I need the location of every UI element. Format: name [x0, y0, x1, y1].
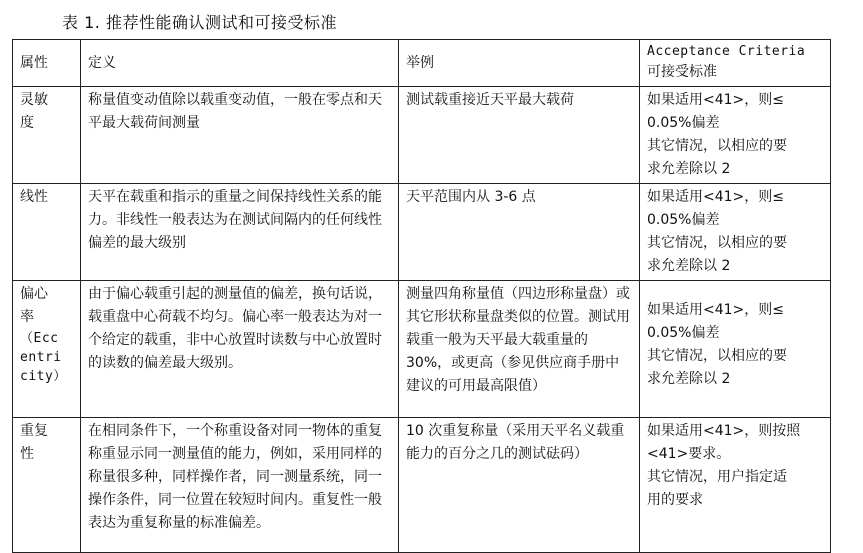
attribute-line: 重复: [20, 423, 48, 439]
acceptance-line: 其它情况，用户指定适: [647, 469, 787, 485]
acceptance-line: 如果适用<41>，则≤: [647, 302, 785, 318]
definition-cell: 天平在载重和指示的重量之间保持线性关系的能力。非线性一般表达为在测试间隔内的任何线性偏差的最大级别: [81, 184, 399, 281]
attribute-cell: [13, 87, 81, 184]
acceptance-line: 0.05%偏差: [647, 115, 720, 131]
attribute-line: entri: [20, 350, 62, 365]
definition-cell: 称量值变动值除以载重变动值，一般在零点和天平最大载荷间测量: [81, 87, 399, 184]
table-row: [13, 87, 831, 184]
attribute-line: 率: [20, 309, 34, 325]
table-row: [13, 281, 831, 418]
header-row: [13, 40, 831, 87]
acceptance-cell: [640, 418, 831, 553]
header-acceptance-en: Acceptance Criteria: [647, 44, 806, 59]
acceptance-cell: [640, 87, 831, 184]
acceptance-line: 求允差除以 2: [647, 161, 731, 177]
example-cell: 测量四角称量值（四边形称量盘）或其它形状称量盘类似的位置。测试用载重一般为天平最大载重量的 30%，或更高（参见供应商手册中建议的可用最高限值）: [399, 281, 640, 418]
attribute-line: 线性: [20, 189, 48, 205]
acceptance-line: 0.05%偏差: [647, 325, 720, 341]
attribute-line: 度: [20, 115, 34, 131]
acceptance-criteria-table: [12, 39, 831, 553]
attribute-line: 灵敏: [20, 92, 48, 108]
acceptance-line: 求允差除以 2: [647, 258, 731, 274]
acceptance-line: 其它情况，以相应的要: [647, 235, 787, 251]
example-cell: 测试载重接近天平最大载荷: [399, 87, 640, 184]
header-example: 举例: [399, 40, 640, 87]
header-attribute: 属性: [13, 40, 81, 87]
acceptance-line: 其它情况，以相应的要: [647, 138, 787, 154]
header-acceptance-zh: 可接受标准: [647, 64, 717, 80]
header-definition: 定义: [81, 40, 399, 87]
attribute-line: 性: [20, 446, 34, 462]
definition-cell: 由于偏心载重引起的测量值的偏差，换句话说，载重盘中心荷载不均匀。偏心率一般表达为对一个给定的载重，非中心放置时读数与中心放置时的读数的偏差最大级别。: [81, 281, 399, 418]
acceptance-line: 如果适用<41>，则≤: [647, 92, 785, 108]
attribute-cell: [13, 281, 81, 418]
acceptance-line: 用的要求: [647, 492, 703, 508]
acceptance-line: <41>要求。: [647, 446, 731, 462]
acceptance-line: 求允差除以 2: [647, 371, 731, 387]
table-row: [13, 184, 831, 281]
attribute-line: （Ecc: [20, 331, 59, 346]
example-cell: 天平范围内从 3-6 点: [399, 184, 640, 281]
header-acceptance: [640, 40, 831, 87]
acceptance-line: 0.05%偏差: [647, 212, 720, 228]
definition-cell: 在相同条件下，一个称重设备对同一物体的重复称重显示同一测量值的能力，例如，采用同样的称量很多种，同样操作者，同一测量系统，同一操作条件，同一位置在较短时间内。重复性一般表达为重复称量的标准偏差。: [81, 418, 399, 553]
table-row: [13, 418, 831, 553]
attribute-cell: [13, 418, 81, 553]
attribute-cell: [13, 184, 81, 281]
attribute-line: city）: [20, 369, 67, 384]
table-caption: 表 1. 推荐性能确认测试和可接受标准: [62, 13, 337, 32]
acceptance-line: 如果适用<41>，则≤: [647, 189, 785, 205]
example-cell: 10 次重复称量（采用天平名义载重能力的百分之几的测试砝码）: [399, 418, 640, 553]
acceptance-line: 其它情况，以相应的要: [647, 348, 787, 364]
acceptance-cell: [640, 281, 831, 418]
attribute-line: 偏心: [20, 286, 48, 302]
acceptance-line: 如果适用<41>，则按照: [647, 423, 801, 439]
acceptance-cell: [640, 184, 831, 281]
